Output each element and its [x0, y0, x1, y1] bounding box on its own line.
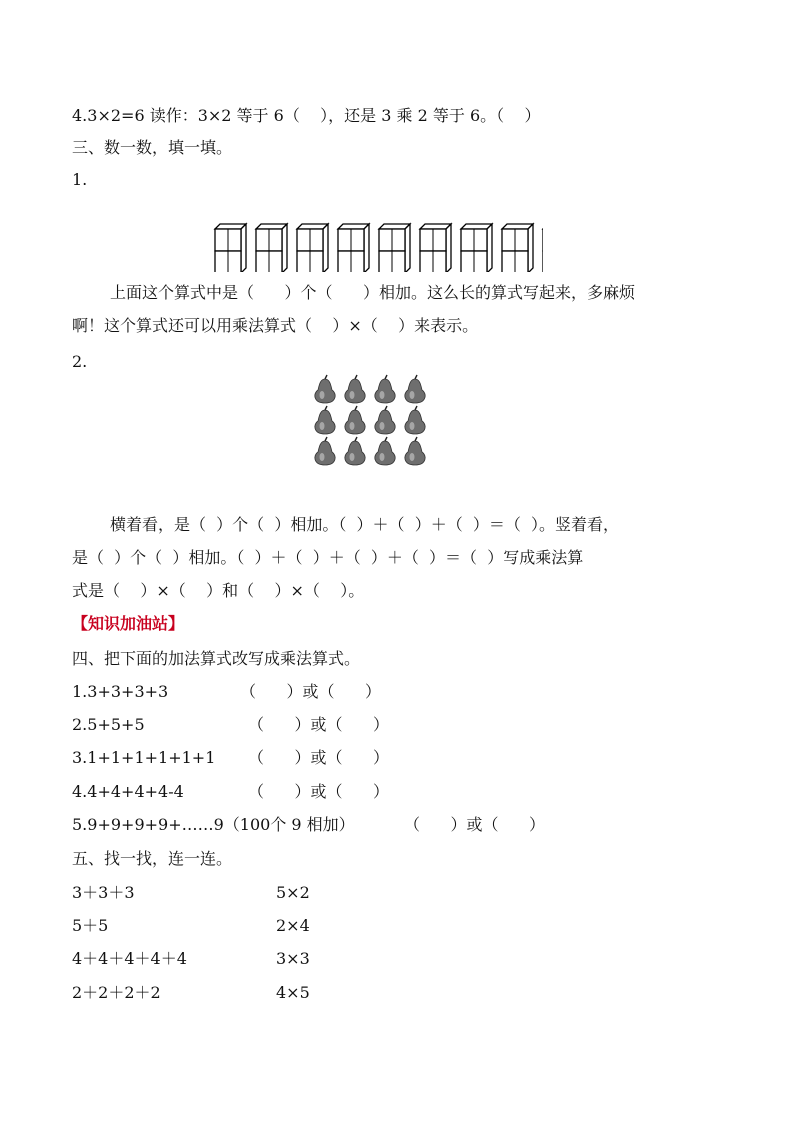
cube-stack: [461, 224, 492, 272]
cube-stack: [502, 224, 533, 272]
pears-figure: [312, 372, 432, 468]
s5-right-3: 3×3: [276, 949, 310, 968]
item-1-number: 1.: [72, 170, 88, 189]
s4-item-3-blank: （ ）或（ ）: [248, 748, 390, 767]
pear-icon: [315, 437, 335, 465]
s5-right-1: 5×2: [276, 883, 310, 902]
cube-stack: [256, 224, 287, 272]
pear-icon: [315, 375, 335, 403]
cube-stack: [420, 224, 451, 272]
cube-stack: [297, 224, 328, 272]
item-2-text-line-2: 是（ ）个（ ）相加。（ ）＋（ ）＋（ ）＋（ ）＝（ ）写成乘法算: [72, 548, 584, 567]
cube-stacks-figure: [213, 222, 543, 272]
cube-stack: [338, 224, 369, 272]
s4-item-1-expr: 1.3+3+3+3: [72, 682, 169, 701]
s5-left-3: 4＋4＋4＋4＋4: [72, 949, 187, 968]
pear-icon: [375, 375, 395, 403]
pear-icon: [375, 437, 395, 465]
pear-icon: [405, 406, 425, 434]
s5-left-4: 2＋2＋2＋2: [72, 983, 161, 1002]
s5-right-4: 4×5: [276, 983, 310, 1002]
pear-icon: [345, 406, 365, 434]
section-4-title: 四、把下面的加法算式改写成乘法算式。: [72, 649, 361, 668]
cube-stack: [379, 224, 410, 272]
item-2-text-line-1: 横着看，是（ ）个（ ）相加。（ ）＋（ ）＋（ ）＝（ ）。竖着看，: [110, 515, 620, 534]
cube-stack: [215, 224, 246, 272]
section-5-title: 五、找一找，连一连。: [72, 849, 233, 868]
s5-right-2: 2×4: [276, 916, 310, 935]
s5-left-2: 5＋5: [72, 916, 109, 935]
pear-icon: [405, 437, 425, 465]
item-2-text-line-3: 式是（ ）×（ ）和（ ）×（ ）。: [72, 581, 365, 600]
s4-item-1-blank: （ ）或（ ）: [240, 682, 382, 701]
pear-icon: [345, 437, 365, 465]
knowledge-station-heading: 【知识加油站】: [72, 614, 185, 633]
s4-item-4-blank: （ ）或（ ）: [248, 782, 390, 801]
s4-item-5-blank: （ ）或（ ）: [404, 815, 546, 834]
item-1-text-line-1: 上面这个算式中是（ ）个（ ）相加。这么长的算式写起来，多麻烦: [110, 283, 636, 302]
s4-item-2-expr: 2.5+5+5: [72, 715, 145, 734]
question-4-true-false: 4.3×2=6 读作：3×2 等于 6（ ），还是 3 乘 2 等于 6。（ ）: [72, 106, 541, 125]
pear-icon: [315, 406, 335, 434]
s5-left-1: 3＋3＋3: [72, 883, 135, 902]
item-1-text-line-2: 啊！这个算式还可以用乘法算式（ ）×（ ）来表示。: [72, 316, 479, 335]
pear-icon: [375, 406, 395, 434]
pear-icon: [345, 375, 365, 403]
pear-icon: [405, 375, 425, 403]
s4-item-5-expr: 5.9+9+9+9+……9（100个 9 相加）: [72, 815, 355, 834]
item-2-number: 2.: [72, 352, 88, 371]
section-3-title: 三、数一数，填一填。: [72, 138, 233, 157]
s4-item-4-expr: 4.4+4+4+4-4: [72, 782, 184, 801]
s4-item-2-blank: （ ）或（ ）: [248, 715, 390, 734]
s4-item-3-expr: 3.1+1+1+1+1+1: [72, 748, 216, 767]
